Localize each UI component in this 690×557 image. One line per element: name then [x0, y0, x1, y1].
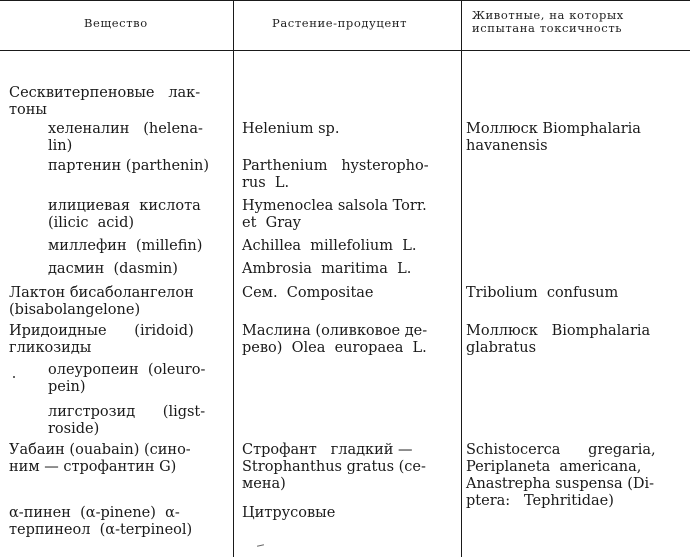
cell-producer: Строфант гладкий — Strophanthus gratus (се- мена): [242, 442, 426, 492]
header-tested-animals-line2: испытана токсичность: [472, 21, 623, 35]
cell-producer: Ambrosia maritima L.: [242, 261, 412, 277]
cell-animals: Schistocerca gregaria, Periplaneta americana, Anastrepha suspensa (Di- ptera: Tephritidae): [466, 442, 656, 509]
cell-substance: Иридоидные (iridoid) гликозиды: [9, 323, 194, 356]
header-substance: Вещество: [84, 16, 148, 30]
header-producer-plant: Растение-продуцент: [272, 16, 408, 30]
cell-animals: Моллюск Biomphalaria glabratus: [466, 323, 651, 356]
cell-producer: Цитрусовые: [242, 505, 336, 521]
cell-substance: лигстрозид (ligst- roside): [48, 404, 206, 437]
header-bottom-rule: [0, 50, 690, 51]
cell-substance: илициевая кислота (ilicic acid): [48, 198, 201, 231]
header-tested-animals-line1: Животные, на которых: [472, 8, 624, 22]
cell-substance: дасмин (dasmin): [48, 261, 178, 277]
cell-substance: хеленалин (helena- lin): [48, 121, 203, 154]
cell-substance: олеуропеин (oleuro- pein): [48, 362, 206, 395]
cell-producer: Hymenoclea salsola Torr. et Gray: [242, 198, 427, 231]
cell-producer: Achillea millefolium L.: [242, 238, 417, 254]
column-divider-2: [461, 0, 462, 557]
cell-substance: Лактон бисаболангелон (bisabolangelone): [9, 285, 194, 318]
cell-substance: Уабаин (ouabain) (сино- ним — строфантин G): [9, 442, 191, 475]
cell-producer: Маслина (оливковое де- рево) Olea europaea L.: [242, 323, 428, 356]
cell-producer: Сем. Compositae: [242, 285, 374, 301]
print-speck: [257, 544, 264, 546]
column-divider-1: [233, 0, 234, 557]
cell-producer: Helenium sp.: [242, 121, 340, 137]
cell-substance: партенин (parthenin): [48, 158, 210, 174]
print-speck: [13, 376, 15, 378]
cell-animals: Tribolium confusum: [466, 285, 619, 301]
cell-substance: α-пинен (α-pinene) α- терпинеол (α-terpineol): [9, 505, 193, 538]
cell-animals: Моллюск Biomphalaria havanensis: [466, 121, 641, 154]
table-top-rule: [0, 0, 690, 1]
cell-substance: Сесквитерпеновые лак- тоны: [9, 85, 201, 118]
cell-substance: миллефин (millefin): [48, 238, 203, 254]
cell-producer: Parthenium hysteropho- rus L.: [242, 158, 429, 191]
